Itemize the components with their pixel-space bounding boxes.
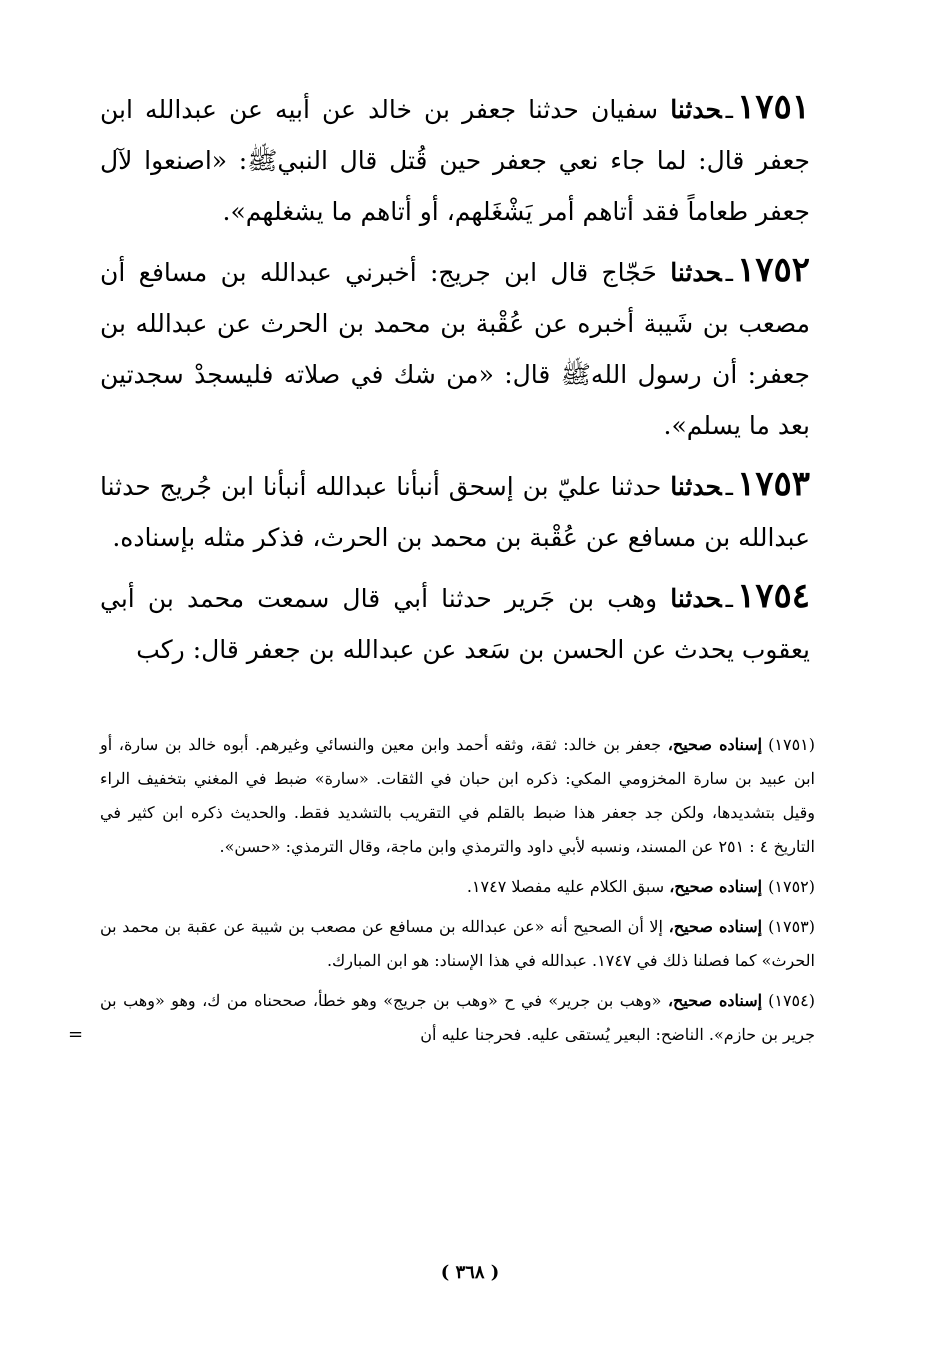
hadith-1753 bbox=[100, 459, 810, 563]
footnote-ref: (١٧٥٣) bbox=[768, 917, 815, 936]
hadith-number: ١٧٥٣ bbox=[736, 464, 811, 504]
hadith-lead: حدثنا bbox=[670, 584, 722, 613]
hadith-1754 bbox=[100, 571, 810, 675]
footnote-ref: (١٧٥٤) bbox=[768, 991, 815, 1010]
hadith-separator: ـ bbox=[725, 472, 733, 501]
footnote-1751 bbox=[100, 728, 815, 864]
footnote-text: جعفر بن خالد: ثقة، وثقه أحمد وابن معين والنسائي وغيرهم. أبوه خالد بن سارة، أو ابن عبيد بن سارة المخزومي المكي: ذكره ابن حبان في الثقات. «سارة» ضبط في المغني بتخفيف الراء وقيل بتشديدها، ولكن جد جعفر هذا ضبط بالقلم في التقريب بالتشديد فقط. والحديث ذكره ابن كثير في التاريخ ٤ : ٢٥١ عن المسند، ونسبه لأبي داود والترمذي وابن ماجة، وقال الترمذي: «حسن». bbox=[100, 735, 815, 856]
footnote-text: سبق الكلام عليه مفصلا ١٧٤٧. bbox=[466, 877, 665, 896]
hadith-number: ١٧٥٤ bbox=[736, 576, 811, 616]
footnote-1754 bbox=[68, 984, 815, 1052]
footnote-text: إلا أن الصحيح أنه «عن عبدالله بن مسافع عن مصعب بن شيبة عن عقبة بن محمد بن الحرث» كما فصلنا ذلك في ١٧٤٧. عبدالله في هذا الإسناد: هو ابن المبارك. bbox=[100, 917, 815, 970]
hadith-text: سفيان حدثنا جعفر بن خالد عن أبيه عن عبدالله ابن جعفر قال: لما جاء نعي جعفر حين قُتل قال النبيﷺ: «اصنعوا لآل جعفر طعاماً فقد أتاهم أمر يَشْغَلهم، أو أتاهم ما يشغلهم». bbox=[100, 95, 810, 226]
hadith-text: حدثنا عليّ بن إسحق أنبأنا عبدالله أنبأنا ابن جُريج حدثنا عبدالله بن مسافع عن عُقْبة بن محمد بن الحرث، فذكر مثله بإسناده. bbox=[100, 472, 810, 552]
hadith-separator: ـ bbox=[725, 584, 733, 613]
footnote-text: «وهب بن جرير» في ح «وهب بن جريج» وهو خطأ، صححناه من ك، وهو «وهب بن جرير بن حازم». الناضح: البعير يُستقى عليه. فحرجنا عليه أن bbox=[100, 991, 815, 1044]
main-text bbox=[100, 82, 810, 683]
hadith-number: ١٧٥٢ bbox=[736, 250, 810, 290]
footnotes bbox=[68, 728, 816, 1058]
hadith-1752 bbox=[100, 245, 810, 451]
hadith-lead: حدثنا bbox=[670, 258, 722, 287]
footnote-1752 bbox=[100, 870, 815, 904]
hadith-number: ١٧٥١ bbox=[736, 87, 811, 127]
footnote-ref: (١٧٥١) bbox=[768, 735, 816, 754]
hadith-separator: ـ bbox=[725, 95, 733, 124]
footnote-ref: (١٧٥٢) bbox=[768, 877, 815, 896]
hadith-1751 bbox=[100, 82, 810, 237]
footnote-head: إسناده صحيح، bbox=[667, 991, 763, 1010]
continuation-mark: = bbox=[68, 1024, 84, 1045]
hadith-lead: حدثنا bbox=[670, 95, 722, 124]
hadith-text: حَجّاج قال ابن جريج: أخبرني عبدالله بن مسافع أن مصعب بن شَيبة أخبره عن عُقْبة بن محمد بن الحرث عن عبدالله بن جعفر: أن رسول اللهﷺ قال: «من شك في صلاته فليسجدْ سجدتين بعد ما يسلم». bbox=[100, 258, 810, 440]
footnote-head: إسناده صحيح، bbox=[667, 735, 763, 754]
footnote-head: إسناده صحيح، bbox=[669, 877, 763, 896]
page-number: ( ٣٦٨ ) bbox=[440, 1262, 500, 1283]
footnote-head: إسناده صحيح، bbox=[668, 917, 763, 936]
footnote-1753 bbox=[100, 910, 815, 978]
hadith-lead: حدثنا bbox=[670, 472, 722, 501]
hadith-separator: ـ bbox=[725, 258, 733, 287]
hadith-text: وهب بن جَرير حدثنا أبي قال سمعت محمد بن أبي يعقوب يحدث عن الحسن بن سَعد عن عبدالله بن جعفر قال: ركب bbox=[100, 584, 810, 664]
